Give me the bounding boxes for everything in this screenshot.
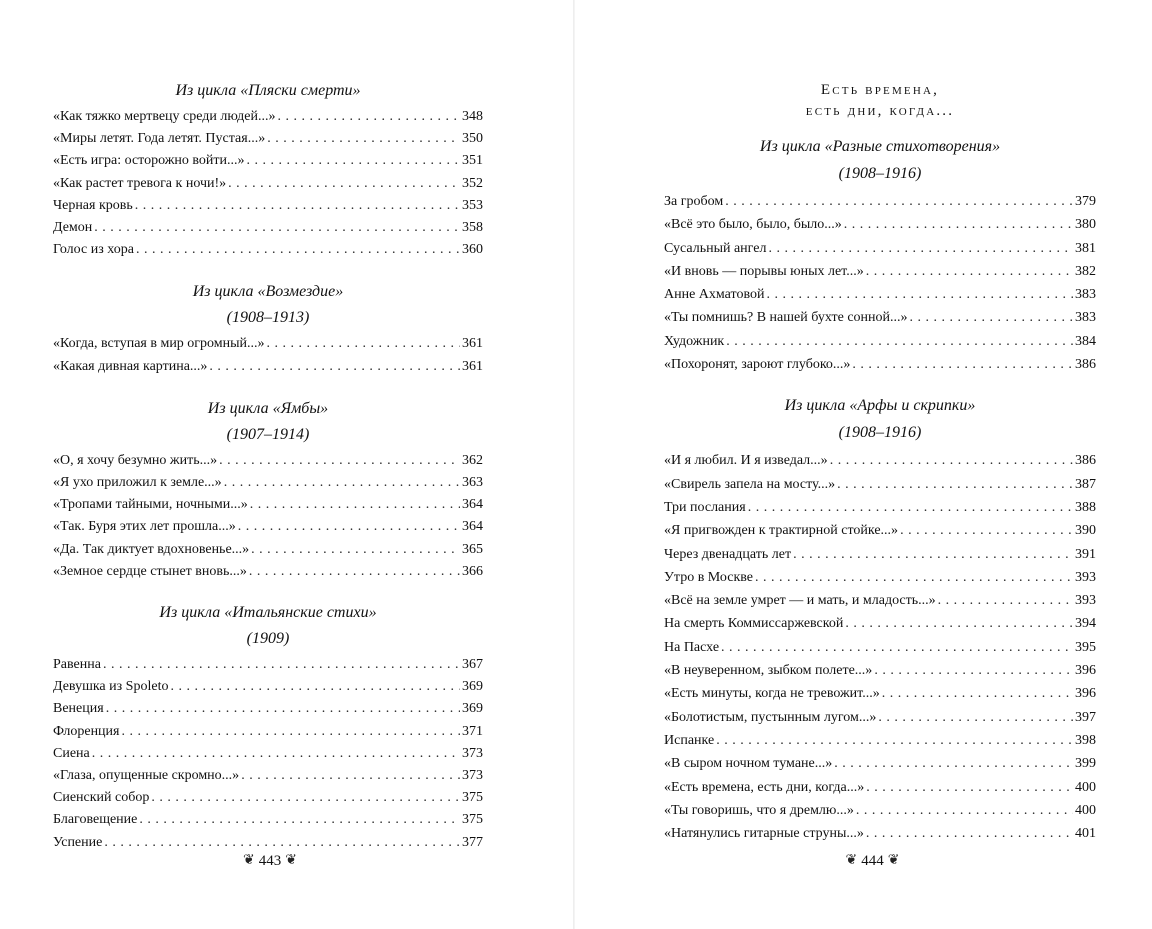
dot-leader <box>151 787 460 809</box>
page-footer <box>0 851 540 872</box>
entry-page-number: 399 <box>1075 756 1096 772</box>
toc-entry <box>53 765 483 787</box>
entry-page-number: 367 <box>462 657 483 673</box>
left-page <box>0 0 573 929</box>
toc-entry <box>664 729 1096 752</box>
dot-leader <box>845 612 1073 635</box>
entry-title: Девушка из Spoleto <box>53 679 169 695</box>
dot-leader <box>721 636 1073 659</box>
entry-title: Голос из хора <box>53 242 134 258</box>
entry-title: Анне Ахматовой <box>664 287 765 303</box>
entry-page-number: 391 <box>1075 546 1096 562</box>
toc-entry <box>53 809 483 831</box>
dot-leader <box>92 743 460 765</box>
entry-title: «Как растет тревога к ночи!» <box>53 175 227 191</box>
entry-page-number: 373 <box>462 768 483 784</box>
dot-leader <box>837 473 1073 496</box>
entry-title: Художник <box>664 333 725 349</box>
toc-entry <box>664 237 1096 260</box>
entry-page-number: 386 <box>1075 453 1096 469</box>
entry-title: «Болотистым, пустынным лугом...» <box>664 709 877 725</box>
entry-title: Демон <box>53 220 93 236</box>
entry-page-number: 375 <box>462 790 483 806</box>
section-subtitle: (1907–1914) <box>226 425 310 443</box>
dot-leader <box>247 150 460 172</box>
dot-leader <box>866 822 1073 845</box>
toc-entry <box>53 150 483 172</box>
entry-page-number: 363 <box>462 475 483 491</box>
toc-entry <box>53 516 483 538</box>
toc-entry <box>53 333 483 355</box>
entry-title: «Миры летят. Года летят. Пустая...» <box>53 131 266 147</box>
right-page <box>575 0 1152 929</box>
toc-section <box>53 80 483 261</box>
dot-leader <box>716 729 1073 752</box>
toc-entry <box>664 449 1096 472</box>
entry-title: Сиена <box>53 745 90 761</box>
entry-title: «Натянулись гитарные струны...» <box>664 826 864 842</box>
entry-title: «И вновь — порывы юных лет...» <box>664 263 864 279</box>
toc-section <box>664 395 1096 845</box>
dot-leader <box>768 237 1073 260</box>
entry-title: Испанке <box>664 732 715 748</box>
dot-leader <box>725 190 1073 213</box>
part-title: есть дни, когда... <box>805 103 955 119</box>
toc-section <box>664 136 1096 376</box>
toc-entry <box>664 752 1096 775</box>
entry-page-number: 393 <box>1075 569 1096 585</box>
toc-entry <box>664 330 1096 353</box>
dot-leader <box>170 676 460 698</box>
entry-title: «Да. Так диктует вдохновенье...» <box>53 541 250 557</box>
ornament-icon: ❦ <box>845 853 858 868</box>
entry-title: «Есть минуты, когда не тревожит...» <box>664 686 880 702</box>
dot-leader <box>766 283 1073 306</box>
section-title: Из цикла «Пляски смерти» <box>175 82 361 99</box>
entry-title: Флоренция <box>53 723 120 739</box>
entry-page-number: 377 <box>462 834 483 850</box>
toc-entry <box>53 106 483 128</box>
entry-page-number: 353 <box>462 197 483 213</box>
entry-page-number: 388 <box>1075 499 1096 515</box>
entry-title: Благовещение <box>53 812 138 828</box>
entry-title: «Тропами тайными, ночными...» <box>53 497 248 513</box>
dot-leader <box>219 450 460 472</box>
dot-leader <box>241 765 460 787</box>
entry-title: Утро в Москве <box>664 569 754 585</box>
entry-page-number: 383 <box>1075 310 1096 326</box>
entry-page-number: 364 <box>462 519 483 535</box>
dot-leader <box>224 472 460 494</box>
ornament-icon: ❦ <box>887 853 900 868</box>
toc-entry <box>664 566 1096 589</box>
dot-leader <box>250 494 460 516</box>
toc-entry <box>53 356 483 378</box>
section-subtitle: (1908–1916) <box>838 424 922 442</box>
entry-page-number: 352 <box>462 175 483 191</box>
toc-entry <box>664 190 1096 213</box>
toc-entry <box>664 283 1096 306</box>
entry-page-number: 366 <box>462 563 483 579</box>
entry-page-number: 400 <box>1075 779 1096 795</box>
entry-title: «И я любил. И я изведал...» <box>664 453 828 469</box>
dot-leader <box>938 589 1073 612</box>
entry-page-number: 364 <box>462 497 483 513</box>
section-title: Из цикла «Возмездие» <box>192 283 344 301</box>
entry-page-number: 365 <box>462 541 483 557</box>
entry-title: «Я ухо приложил к земле...» <box>53 475 222 491</box>
toc-entry <box>664 589 1096 612</box>
entry-page-number: 396 <box>1075 686 1096 702</box>
entry-title: «Когда, вступая в мир огромный...» <box>53 336 265 352</box>
toc-section <box>53 602 483 854</box>
entry-page-number: 390 <box>1075 523 1096 539</box>
toc-entry <box>53 173 483 195</box>
dot-leader <box>251 539 460 561</box>
toc-entry <box>664 306 1096 329</box>
entry-page-number: 398 <box>1075 732 1096 748</box>
entry-title: Через двенадцать лет <box>664 546 792 562</box>
entry-title: «В неуверенном, зыбком полете...» <box>664 663 873 679</box>
dot-leader <box>228 173 460 195</box>
entry-title: «О, я хочу безумно жить...» <box>53 452 218 468</box>
entry-page-number: 384 <box>1075 333 1096 349</box>
entry-page-number: 401 <box>1075 826 1096 842</box>
entry-page-number: 361 <box>462 358 483 374</box>
dot-leader <box>866 776 1073 799</box>
toc-entry <box>53 195 483 217</box>
dot-leader <box>834 752 1073 775</box>
toc-entry <box>664 260 1096 283</box>
ornament-icon: ❦ <box>243 853 255 868</box>
dot-leader <box>103 654 460 676</box>
dot-leader <box>249 561 460 583</box>
dot-leader <box>267 333 460 355</box>
entry-page-number: 380 <box>1075 217 1096 233</box>
dot-leader <box>900 519 1073 542</box>
section-title: Из цикла «Ямбы» <box>207 399 329 417</box>
toc-entry <box>53 561 483 583</box>
entry-title: Черная кровь <box>53 197 133 213</box>
entry-title: «Свирель запела на мосту...» <box>664 476 836 492</box>
entry-title: «Какая дивная картина...» <box>53 358 208 374</box>
toc-entry <box>53 654 483 676</box>
toc-entry <box>664 353 1096 376</box>
entry-page-number: 387 <box>1075 476 1096 492</box>
entry-page-number: 386 <box>1075 357 1096 373</box>
dot-leader <box>726 330 1073 353</box>
dot-leader <box>121 721 460 743</box>
toc-entry <box>664 612 1096 635</box>
entry-title: Венеция <box>53 701 104 717</box>
section-title: Из цикла «Итальянские стихи» <box>159 604 377 622</box>
dot-leader <box>748 496 1073 519</box>
entry-page-number: 362 <box>462 452 483 468</box>
entry-title: «Есть игра: осторожно войти...» <box>53 153 245 169</box>
entry-page-number: 400 <box>1075 802 1096 818</box>
page-footer <box>685 851 1060 872</box>
page-number: 444 <box>861 853 884 869</box>
section-subtitle: (1908–1916) <box>838 165 922 182</box>
entry-page-number: 358 <box>462 220 483 236</box>
dot-leader <box>830 449 1073 472</box>
dot-leader <box>882 682 1073 705</box>
entry-page-number: 396 <box>1075 663 1096 679</box>
toc-entry <box>664 682 1096 705</box>
entry-title: «Глаза, опущенные скромно...» <box>53 768 240 784</box>
entry-page-number: 351 <box>462 153 483 169</box>
section-title: Из цикла «Разные стихотворения» <box>759 138 1001 155</box>
dot-leader <box>844 213 1073 236</box>
toc-entry <box>664 473 1096 496</box>
toc-entry <box>53 676 483 698</box>
ornament-icon: ❦ <box>285 853 297 868</box>
toc-entry <box>53 787 483 809</box>
toc-entry <box>53 217 483 239</box>
part-title: Есть времена, <box>820 82 940 98</box>
toc-section <box>53 281 483 377</box>
toc-entry <box>664 659 1096 682</box>
entry-page-number: 375 <box>462 812 483 828</box>
toc-entry <box>664 496 1096 519</box>
toc-entry <box>53 128 483 150</box>
entry-page-number: 371 <box>462 723 483 739</box>
entry-title: Успение <box>53 834 103 850</box>
toc-entry <box>664 543 1096 566</box>
entry-page-number: 383 <box>1075 287 1096 303</box>
left-toc-column <box>53 80 483 854</box>
dot-leader <box>209 356 460 378</box>
toc-entry <box>53 721 483 743</box>
entry-title: «Я пригвожден к трактирной стойке...» <box>664 523 899 539</box>
entry-page-number: 369 <box>462 701 483 717</box>
toc-entry <box>664 519 1096 542</box>
entry-title: «Всё это было, было, было...» <box>664 217 842 233</box>
entry-page-number: 393 <box>1075 593 1096 609</box>
dot-leader <box>277 106 460 128</box>
toc-entry <box>53 239 483 261</box>
entry-page-number: 360 <box>462 242 483 258</box>
section-subtitle: (1909) <box>246 630 290 648</box>
entry-title: «В сыром ночном тумане...» <box>664 756 833 772</box>
entry-page-number: 369 <box>462 679 483 695</box>
entry-title: На смерть Коммиссаржевской <box>664 616 844 632</box>
toc-entry <box>664 636 1096 659</box>
dot-leader <box>910 306 1073 329</box>
entry-page-number: 348 <box>462 109 483 124</box>
entry-title: «Ты помнишь? В нашей бухте сонной...» <box>664 310 908 326</box>
dot-leader <box>878 706 1073 729</box>
toc-entry <box>53 450 483 472</box>
dot-leader <box>136 239 460 261</box>
entry-title: На Пасхе <box>664 639 720 655</box>
entry-title: «Всё на земле умрет — и мать, и младость...» <box>664 593 936 609</box>
dot-leader <box>852 353 1073 376</box>
dot-leader <box>94 217 460 239</box>
dot-leader <box>856 799 1073 822</box>
toc-entry <box>53 539 483 561</box>
entry-title: За гробом <box>664 194 724 209</box>
entry-title: Равенна <box>53 657 101 673</box>
toc-entry <box>53 494 483 516</box>
entry-page-number: 373 <box>462 745 483 761</box>
toc-entry <box>53 743 483 765</box>
right-toc-column <box>664 80 1096 845</box>
toc-entry <box>664 799 1096 822</box>
entry-title: «Ты говоришь, что я дремлю...» <box>664 802 854 818</box>
entry-title: Сиенский собор <box>53 790 150 806</box>
toc-entry <box>664 822 1096 845</box>
toc-entry <box>664 213 1096 236</box>
entry-page-number: 381 <box>1075 240 1096 256</box>
dot-leader <box>866 260 1073 283</box>
dot-leader <box>135 195 460 217</box>
entry-title: «Как тяжко мертвецу среди людей...» <box>53 109 276 124</box>
toc-entry <box>53 698 483 720</box>
entry-page-number: 382 <box>1075 263 1096 279</box>
page-number: 443 <box>258 853 282 869</box>
dot-leader <box>793 543 1073 566</box>
dot-leader <box>238 516 460 538</box>
dot-leader <box>755 566 1073 589</box>
toc-entry <box>53 472 483 494</box>
toc-entry <box>664 706 1096 729</box>
entry-title: «Земное сердце стынет вновь...» <box>53 563 247 579</box>
section-title: Из цикла «Арфы и скрипки» <box>784 397 976 415</box>
entry-title: «Похоронят, зароют глубоко...» <box>664 357 851 373</box>
dot-leader <box>874 659 1073 682</box>
entry-page-number: 397 <box>1075 709 1096 725</box>
entry-page-number: 394 <box>1075 616 1096 632</box>
entry-page-number: 395 <box>1075 639 1096 655</box>
entry-title: Три послания <box>664 499 746 515</box>
dot-leader <box>139 809 460 831</box>
dot-leader <box>267 128 460 150</box>
toc-entry <box>664 776 1096 799</box>
entry-page-number: 379 <box>1075 194 1096 209</box>
dot-leader <box>106 698 460 720</box>
entry-title: «Так. Буря этих лет прошла...» <box>53 519 236 535</box>
entry-title: «Есть времена, есть дни, когда...» <box>664 779 865 795</box>
entry-page-number: 350 <box>462 131 483 147</box>
entry-title: Сусальный ангел <box>664 240 767 256</box>
entry-page-number: 361 <box>462 336 483 352</box>
section-subtitle: (1908–1913) <box>226 309 310 327</box>
toc-section <box>53 398 483 583</box>
